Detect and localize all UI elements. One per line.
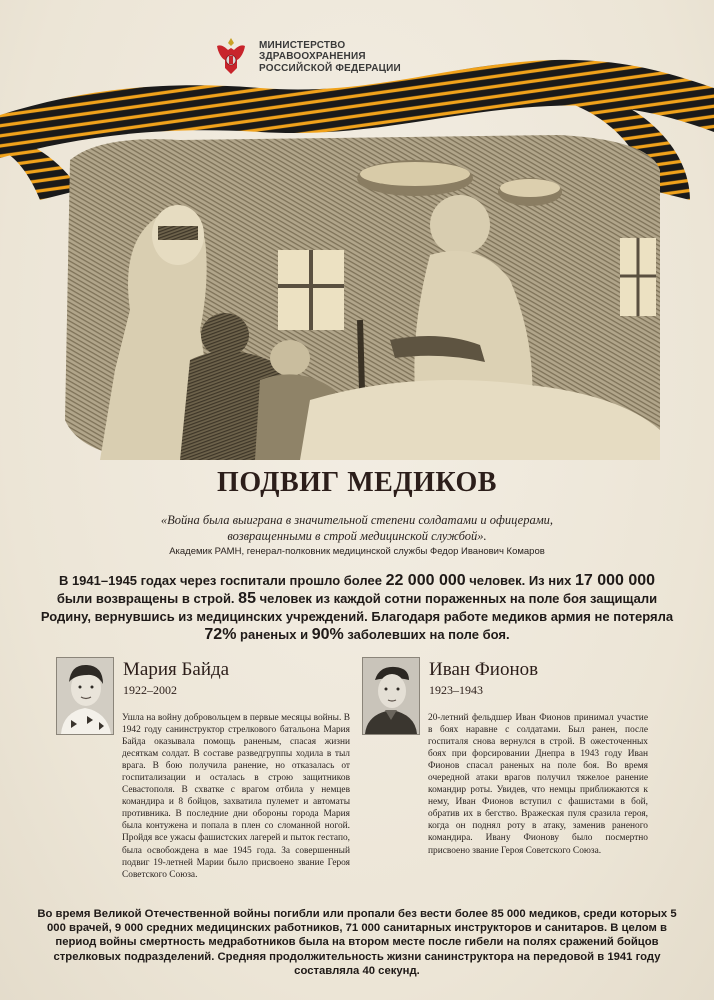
quote-author: Академик РАМН, генерал-полковник медицинской службы Федор Иванович Комаров	[169, 546, 545, 557]
lead-text-2: человек. Из них	[465, 573, 575, 588]
portrait-ivan-fionov-drawing	[363, 658, 419, 734]
quote-line-2: возвращенными в строй медицинской службой».	[227, 529, 487, 543]
double-headed-eagle-icon	[211, 34, 251, 80]
hero-name: Мария Байда	[123, 659, 230, 680]
lead-text-6: заболевших на поле боя.	[343, 627, 510, 642]
lead-number-3: 85	[238, 590, 256, 607]
ministry-line-1: МИНИСТЕРСТВО	[259, 39, 346, 51]
lead-text-5: раненых и	[236, 627, 312, 642]
ministry-line-2: ЗДРАВООХРАНЕНИЯ	[259, 51, 366, 63]
hero-years: 1923–1943	[429, 683, 483, 697]
quote	[90, 512, 624, 544]
quote-line-1: «Война была выиграна в значительной степени солдатами и офицерами,	[160, 513, 554, 527]
hero-bio: 20-летний фельдшер Иван Фионов принимал участие в боях наравне с солдатами. Был ранен, после госпиталя снова вернулся в строй. В ожесточенных боях при форсировании Днепра в 1943 году Иван Фионов спасал раненых на поле боя. Во время очередной атаки врагов получил тяжелое ранение командир роты. Увидев, что немцы приближаются к нему, Иван Фионов вступил с фашистами в бой, обратив их в бегство. Вражеская пуля сразила героя, когда он поднял роту в атаку, заменив раненого командира. Ивану Фионову было посмертно присвоено звание Героя Советского Союза.	[428, 713, 648, 856]
lead-text-3: были возвращены в строй.	[56, 591, 239, 606]
field-hospital-illustration-icon	[60, 130, 670, 465]
page-title: ПОДВИГ МЕДИКОВ	[217, 467, 497, 498]
portrait-ivan-fionov-icon	[362, 657, 420, 735]
lead-paragraph	[40, 572, 674, 644]
ministry-line-3: РОССИЙСКОЙ ФЕДЕРАЦИИ	[259, 62, 401, 74]
hero-name: Иван Фионов	[429, 659, 539, 680]
footer-paragraph: Во время Великой Отечественной войны погибли или пропали без вести более 85 000 медиков, среди которых 5 000 врачей, 9 000 средних медицинских работников, 71 000 санитарных инструкторов и санитаров. В целом в период войны смертность медработников была на втором месте после гибели на полях сражений бойцов стрелковых подразделений. Средняя продолжительность жизни санинструктора на передовой в 1941 году составляла 40 секунд.	[37, 908, 677, 977]
hero-years: 1922–2002	[123, 683, 177, 697]
ministry-name	[259, 40, 401, 75]
lead-number-2: 17 000 000	[574, 572, 656, 589]
hero-bio: Ушла на войну добровольцем в первые месяцы войны. В 1942 году санинструктор стрелкового батальона Мария Байда оказывала помощь раненым, спасая жизни десяткам солдат. В составе разведгруппы ходила в тыл врага. В бою получила ранение, но отказалась от госпитализации и осталась в строю защитников Севастополя. В схватке с врагом отбила у немцев командира и 8 бойцов, захватила пулемет и автоматы противника. В последние дни обороны города Мария была контужена и попала в плен со сломанной ногой. Пройдя все ужасы фашистских лагерей и пыток гестапо, была освобождена в мае 1945 года. За совершенный подвиг 19-летней Марии было присвоено звание Героя Советского Союза.	[122, 713, 350, 880]
lead-number-1: 22 000 000	[385, 572, 466, 589]
ministry-header	[211, 32, 401, 82]
lead-text-1: В 1941–1945 годах через госпитали прошло более	[58, 573, 386, 588]
portrait-maria-baida-icon	[56, 657, 114, 735]
lead-number-5: 90%	[311, 626, 344, 643]
lead-text-4: человек из каждой сотни пораженных на поле боя защищали Родину, вернувшись из медицинских учреждений. Благодаря работе медиков армия не потеряла	[40, 591, 674, 624]
lead-number-4: 72%	[204, 626, 237, 643]
portrait-maria-baida-drawing	[57, 658, 113, 734]
